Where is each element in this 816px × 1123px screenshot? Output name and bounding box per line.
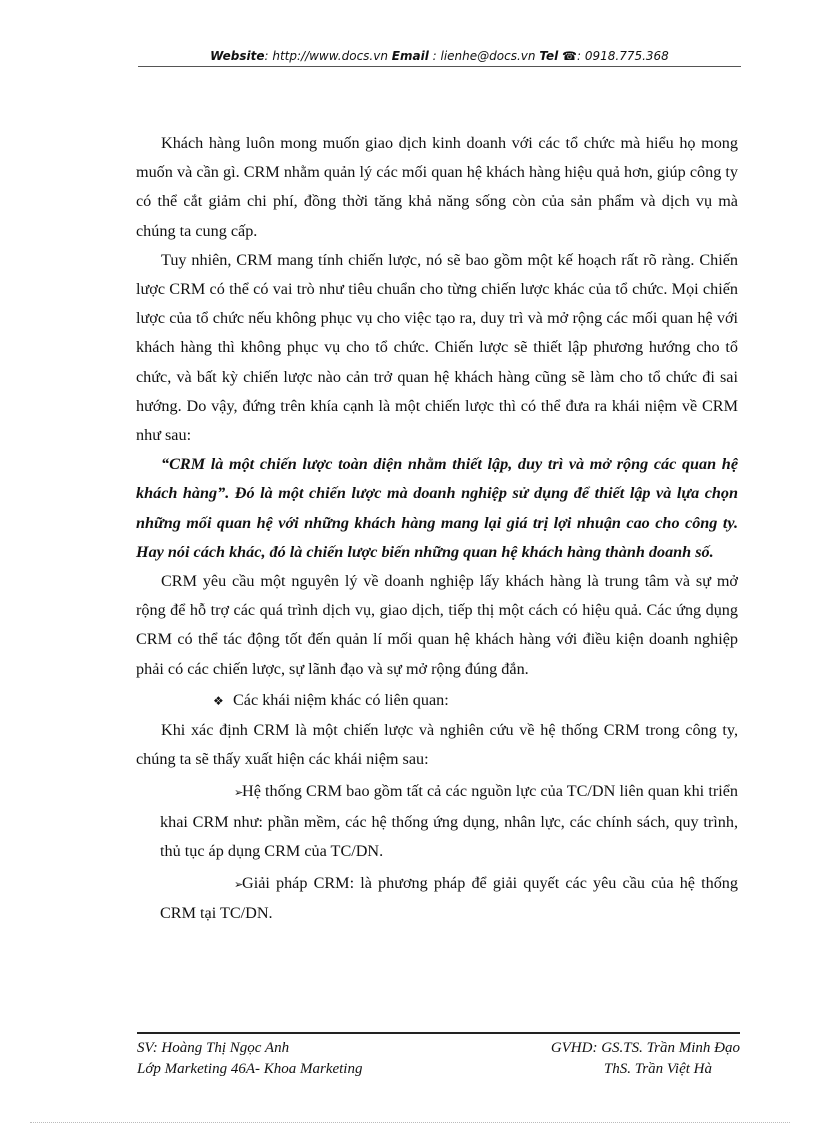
section-heading-text: Các khái niệm khác có liên quan:: [233, 690, 449, 709]
bullet-item-1: [136, 777, 738, 866]
paragraph-3: CRM yêu cầu một nguyên lý về doanh nghiệp lấy khách hàng là trung tâm và sự mở rộng để hỗ trợ các quá trình dịch vụ, giao dịch, tiếp thị một cách có hiệu quả. Các ứng dụng CRM có thể tác động tốt đến quản lí mối quan hệ khách hàng với điều kiện doanh nghiệp phải có các chiến lược, sự lãnh đạo và sự mở rộng đúng đắn.: [136, 572, 738, 678]
bullet-item-2: [136, 869, 738, 928]
arrow-bullet-icon: ➢: [234, 878, 244, 892]
footer-student: SV: Hoàng Thị Ngọc Anh: [137, 1040, 290, 1056]
footer-supervisor: GVHD: GS.TS. Trần Minh Đạo: [550, 1040, 740, 1056]
footer-supervisor-2: ThS. Trần Việt Hà: [603, 1061, 712, 1077]
footer-class: Lớp Marketing 46A- Khoa Marketing: [137, 1061, 363, 1077]
phone-icon: ☎: [562, 49, 577, 63]
email-label: Email: [391, 49, 429, 63]
paragraph-4: Khi xác định CRM là một chiến lược và nghiên cứu về hệ thống CRM trong công ty, chúng ta sẽ thấy xuất hiện các khái niệm sau:: [136, 721, 738, 769]
tel-label: Tel: [539, 49, 559, 63]
header-divider: [138, 66, 741, 67]
paragraph-1: Khách hàng luôn mong muốn giao dịch kinh doanh với các tổ chức mà hiểu họ mong muốn và cần gì. CRM nhằm quản lý các mối quan hệ khách hàng hiệu quả hơn, giúp công ty có thể cắt giảm chi phí, đồng thời tăng khả năng sống còn của sản phẩm và dịch vụ mà chúng ta cung cấp.: [136, 134, 738, 240]
bullet-item-2-text: Giải pháp CRM: là phương pháp để giải quyết các yêu cầu của hệ thống CRM tại TC/DN.: [160, 874, 738, 923]
arrow-bullet-icon: ➢: [234, 786, 244, 800]
tel-number: : 0918.775.368: [576, 49, 669, 63]
section-heading: [136, 686, 738, 716]
page-header: [138, 47, 741, 65]
footer-divider: [137, 1032, 740, 1034]
website-label: Website: [210, 49, 265, 63]
diamond-bullet-icon: ❖: [213, 693, 224, 708]
page-footer: [137, 1038, 740, 1080]
document-body: [136, 129, 738, 928]
crm-definition-quote: “CRM là một chiến lược toàn diện nhằm thiết lập, duy trì và mở rộng các quan hệ khách hàng”. Đó là một chiến lược mà doanh nghiệp sử dụng để thiết lập và lựa chọn những mối quan hệ với những khách hàng mang lại giá trị lợi nhuận cao cho công ty. Hay nói cách khác, đó là chiến lược biến những quan hệ khách hàng thành doanh số.: [136, 455, 738, 561]
website-url[interactable]: : http://www.docs.vn: [264, 49, 388, 63]
paragraph-2: Tuy nhiên, CRM mang tính chiến lược, nó sẽ bao gồm một kế hoạch rất rõ ràng. Chiến lược CRM có thể có vai trò như tiêu chuẩn cho từng chiến lược khác của tổ chức. Mọi chiến lược của tổ chức nếu không phục vụ cho việc tạo ra, duy trì và mở rộng các mối quan hệ với khách hàng thì không phục vụ cho tổ chức. Chiến lược sẽ thiết lập phương hướng cho tổ chức, và bất kỳ chiến lược nào cản trở quan hệ khách hàng cũng sẽ làm cho tổ chức đi sai hướng. Do vậy, đứng trên khía cạnh là một chiến lược thì có thể đưa ra khái niệm về CRM như sau:: [136, 250, 738, 445]
bullet-item-1-text: Hệ thống CRM bao gồm tất cả các nguồn lực của TC/DN liên quan khi triển khai CRM như: phần mềm, các hệ thống ứng dụng, nhân lực, các chính sách, quy trình, thủ tục áp dụng CRM của TC/DN.: [160, 782, 738, 860]
email-address[interactable]: : lienhe@docs.vn: [432, 49, 536, 63]
